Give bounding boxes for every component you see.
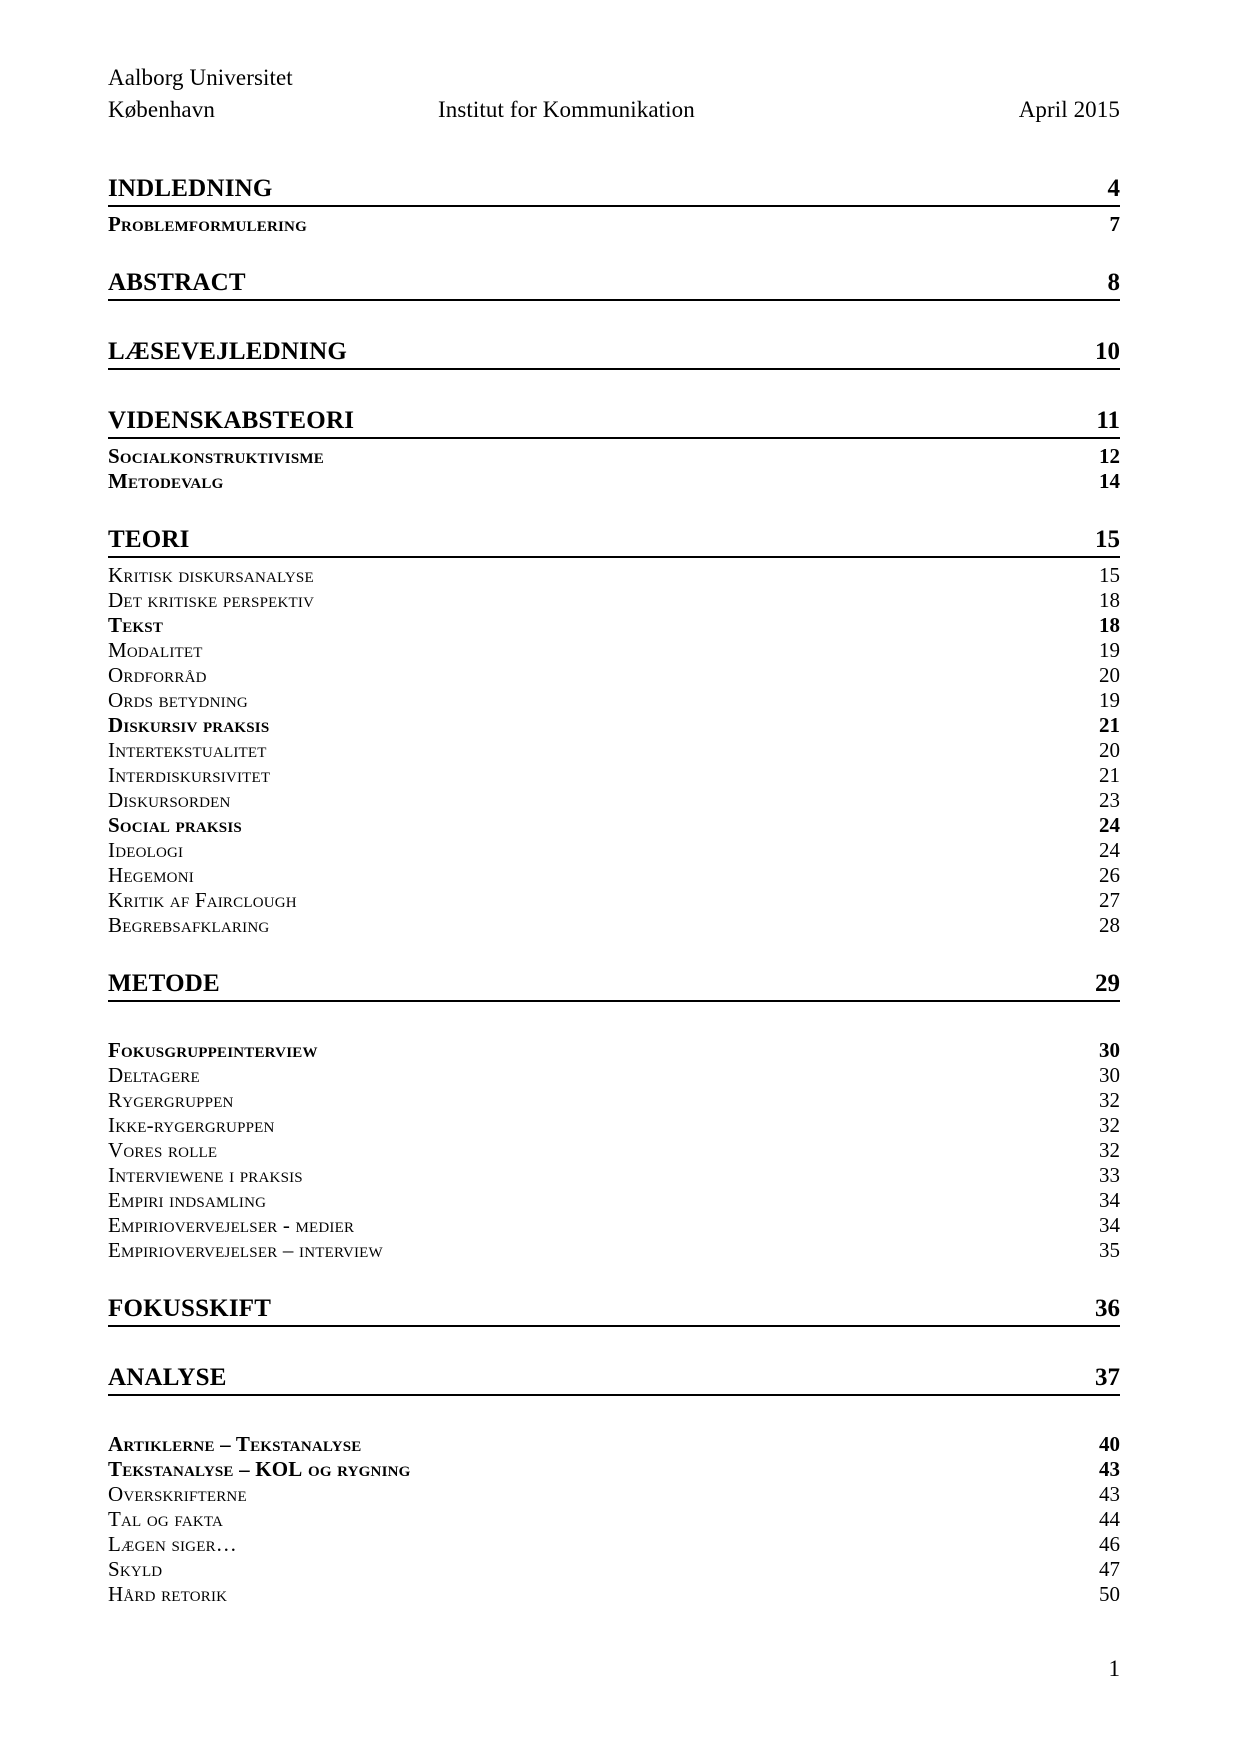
toc-group-spacer — [108, 938, 1120, 969]
toc-entry-label-caps-segment: KOL — [255, 1457, 303, 1481]
toc-entry-level-1[interactable] — [108, 1363, 1120, 1401]
toc-entry-page-number: 11 — [1072, 406, 1120, 436]
toc-entry-page-number: 24 — [1078, 813, 1120, 838]
toc-group — [108, 337, 1120, 375]
toc-entry-rule — [108, 556, 1120, 558]
toc-entry-level-3[interactable] — [108, 888, 1120, 913]
document-date: April 2015 — [1018, 97, 1120, 122]
department-name: Institut for Kommunikation — [438, 97, 695, 122]
toc-entry-label: Ideologi — [108, 838, 193, 863]
toc-entry-page-number: 26 — [1078, 863, 1120, 888]
toc-entry-page-number: 44 — [1078, 1507, 1120, 1532]
toc-entry-label: Kritik af Fairclough — [108, 888, 307, 913]
toc-entry-label: Problemformulering — [108, 212, 317, 237]
toc-entry-page-number: 32 — [1078, 1113, 1120, 1138]
toc-group-spacer — [108, 237, 1120, 268]
toc-entry-level-3[interactable] — [108, 638, 1120, 663]
toc-entry-label: Diskursorden — [108, 788, 241, 813]
toc-entry-level-3[interactable] — [108, 863, 1120, 888]
toc-group — [108, 969, 1120, 1007]
toc-entry-level-3[interactable] — [108, 688, 1120, 713]
toc-group-spacer — [108, 494, 1120, 525]
toc-entry-rule — [108, 299, 1120, 301]
toc-entry-level-3[interactable] — [108, 838, 1120, 863]
toc-group-spacer — [108, 1401, 1120, 1432]
toc-entry-level-3[interactable] — [108, 1238, 1120, 1263]
toc-entry-page-number: 43 — [1078, 1457, 1120, 1482]
toc-group-spacer — [108, 306, 1120, 337]
toc-entry-page-number: 43 — [1078, 1482, 1120, 1507]
toc-entry-level-2[interactable] — [108, 469, 1120, 494]
institution-line-1: Aalborg Universitet — [108, 65, 293, 90]
toc-entry-label: Deltagere — [108, 1063, 210, 1088]
toc-entry-page-number: 23 — [1078, 788, 1120, 813]
toc-entry-level-3[interactable] — [108, 1213, 1120, 1238]
toc-entry-page-number: 20 — [1078, 738, 1120, 763]
toc-entry-page-number: 21 — [1078, 713, 1120, 738]
toc-entry-label: Tekst — [108, 613, 173, 638]
toc-entry-page-number: 30 — [1078, 1063, 1120, 1088]
toc-entry-level-2[interactable] — [108, 713, 1120, 738]
toc-entry-level-1[interactable] — [108, 969, 1120, 1007]
toc-entry-page-number: 37 — [1072, 1363, 1120, 1393]
toc-entry-label: Socialkonstruktivisme — [108, 444, 334, 469]
toc-entry-page-number: 33 — [1078, 1163, 1120, 1188]
toc-entry-label: Tal og fakta — [108, 1507, 233, 1532]
toc-entry-page-number: 29 — [1072, 969, 1120, 999]
toc-entry-level-2[interactable] — [108, 1038, 1120, 1063]
toc-group-spacer — [108, 1332, 1120, 1363]
toc-entry-page-number: 12 — [1078, 444, 1120, 469]
institution-line-2: København — [108, 97, 215, 122]
toc-entry-label: Lægen siger… — [108, 1532, 247, 1557]
table-of-contents — [108, 174, 1120, 1607]
toc-entry-page-number: 47 — [1078, 1557, 1120, 1582]
toc-group-spacer — [108, 1263, 1120, 1294]
toc-entry-level-3[interactable] — [108, 1557, 1120, 1582]
toc-entry-label: Skyld — [108, 1557, 172, 1582]
toc-entry-level-2[interactable] — [108, 212, 1120, 237]
toc-entry-level-3[interactable] — [108, 1163, 1120, 1188]
toc-group — [108, 1038, 1120, 1263]
toc-entry-level-2[interactable] — [108, 1457, 1120, 1482]
toc-entry-level-3[interactable] — [108, 563, 1120, 588]
toc-entry-level-3[interactable] — [108, 763, 1120, 788]
toc-entry-page-number: 20 — [1078, 663, 1120, 688]
toc-entry-label: Begrebsafklaring — [108, 913, 279, 938]
header-row-1 — [108, 62, 1120, 94]
toc-entry-page-number: 24 — [1078, 838, 1120, 863]
toc-entry-page-number: 14 — [1078, 469, 1120, 494]
toc-entry-level-3[interactable] — [108, 1088, 1120, 1113]
toc-entry-level-1[interactable] — [108, 525, 1120, 563]
toc-entry-label: Fokusgruppeinterview — [108, 1038, 328, 1063]
toc-entry-level-3[interactable] — [108, 788, 1120, 813]
toc-group — [108, 525, 1120, 938]
header-row-2 — [108, 94, 1120, 126]
toc-entry-label: ANALYSE — [108, 1363, 237, 1393]
toc-entry-label: TEORI — [108, 525, 200, 555]
toc-entry-label: METODE — [108, 969, 230, 999]
toc-entry-label: Diskursiv praksis — [108, 713, 279, 738]
toc-entry-level-1[interactable] — [108, 406, 1120, 444]
toc-entry-level-1[interactable] — [108, 268, 1120, 306]
toc-entry-level-3[interactable] — [108, 1532, 1120, 1557]
toc-group — [108, 174, 1120, 237]
toc-entry-page-number: 46 — [1078, 1532, 1120, 1557]
toc-entry-label: Hegemoni — [108, 863, 204, 888]
toc-entry-page-number: 32 — [1078, 1088, 1120, 1113]
toc-entry-page-number: 36 — [1072, 1294, 1120, 1324]
toc-entry-page-number: 15 — [1072, 525, 1120, 555]
toc-entry-level-3[interactable] — [108, 1138, 1120, 1163]
toc-entry-page-number: 7 — [1078, 212, 1120, 237]
toc-entry-level-3[interactable] — [108, 663, 1120, 688]
toc-entry-page-number: 30 — [1078, 1038, 1120, 1063]
toc-group-spacer — [108, 375, 1120, 406]
toc-entry-label: LÆSEVEJLEDNING — [108, 337, 357, 367]
toc-entry-level-3[interactable] — [108, 1482, 1120, 1507]
toc-entry-label: Kritisk diskursanalyse — [108, 563, 324, 588]
toc-entry-page-number: 19 — [1078, 638, 1120, 663]
toc-entry-level-3[interactable] — [108, 913, 1120, 938]
toc-entry-label: Empiri indsamling — [108, 1188, 276, 1213]
toc-entry-rule — [108, 368, 1120, 370]
toc-entry-page-number: 15 — [1078, 563, 1120, 588]
toc-entry-level-1[interactable] — [108, 174, 1120, 212]
toc-entry-rule — [108, 1394, 1120, 1396]
toc-entry-label: Tekstanalyse – KOL og rygning — [108, 1457, 421, 1482]
toc-entry-page-number: 19 — [1078, 688, 1120, 713]
toc-entry-rule — [108, 205, 1120, 207]
toc-entry-page-number: 4 — [1072, 174, 1120, 204]
toc-entry-page-number: 50 — [1078, 1582, 1120, 1607]
toc-entry-label: Vores rolle — [108, 1138, 227, 1163]
toc-entry-label: Ordforråd — [108, 663, 217, 688]
toc-entry-label: Artiklerne – Tekstanalyse — [108, 1432, 372, 1457]
toc-entry-label: Overskrifterne — [108, 1482, 257, 1507]
toc-entry-level-1[interactable] — [108, 337, 1120, 375]
toc-group-spacer — [108, 1007, 1120, 1038]
toc-entry-level-3[interactable] — [108, 1188, 1120, 1213]
toc-entry-label: Interdiskursivitet — [108, 763, 280, 788]
toc-entry-level-3[interactable] — [108, 1507, 1120, 1532]
toc-entry-label: Rygergruppen — [108, 1088, 244, 1113]
toc-entry-page-number: 8 — [1072, 268, 1120, 298]
toc-entry-label: Ikke-rygergruppen — [108, 1113, 285, 1138]
toc-entry-page-number: 34 — [1078, 1188, 1120, 1213]
toc-entry-page-number: 27 — [1078, 888, 1120, 913]
toc-group — [108, 1294, 1120, 1332]
toc-entry-label: Social praksis — [108, 813, 252, 838]
toc-group — [108, 406, 1120, 494]
toc-group — [108, 1363, 1120, 1401]
toc-entry-label: Det kritiske perspektiv — [108, 588, 324, 613]
toc-entry-level-1[interactable] — [108, 1294, 1120, 1332]
toc-entry-rule — [108, 1000, 1120, 1002]
footer-page-number: 1 — [1108, 1656, 1120, 1681]
document-footer — [108, 1655, 1120, 1683]
toc-entry-level-2[interactable] — [108, 613, 1120, 638]
toc-entry-level-2[interactable] — [108, 813, 1120, 838]
toc-entry-label: Metodevalg — [108, 469, 233, 494]
toc-entry-level-3[interactable] — [108, 588, 1120, 613]
toc-entry-label: Hård retorik — [108, 1582, 237, 1607]
toc-entry-label: Empiriovervejelser - medier — [108, 1213, 364, 1238]
toc-entry-page-number: 21 — [1078, 763, 1120, 788]
toc-entry-level-3[interactable] — [108, 738, 1120, 763]
toc-entry-label: Empiriovervejelser – interview — [108, 1238, 393, 1263]
toc-entry-page-number: 18 — [1078, 613, 1120, 638]
toc-entry-label: INDLEDNING — [108, 174, 283, 204]
toc-entry-level-2[interactable] — [108, 1432, 1120, 1457]
toc-entry-label: Modalitet — [108, 638, 213, 663]
toc-entry-page-number: 32 — [1078, 1138, 1120, 1163]
toc-entry-page-number: 35 — [1078, 1238, 1120, 1263]
toc-entry-label: FOKUSSKIFT — [108, 1294, 281, 1324]
toc-entry-label: Interviewene i praksis — [108, 1163, 313, 1188]
document-header — [108, 62, 1120, 126]
toc-entry-page-number: 10 — [1072, 337, 1120, 367]
toc-entry-page-number: 40 — [1078, 1432, 1120, 1457]
toc-entry-label: ABSTRACT — [108, 268, 256, 298]
toc-entry-level-3[interactable] — [108, 1113, 1120, 1138]
toc-entry-page-number: 18 — [1078, 588, 1120, 613]
toc-entry-level-2[interactable] — [108, 444, 1120, 469]
toc-entry-level-3[interactable] — [108, 1063, 1120, 1088]
toc-entry-label: Intertekstualitet — [108, 738, 277, 763]
toc-entry-page-number: 28 — [1078, 913, 1120, 938]
toc-entry-page-number: 34 — [1078, 1213, 1120, 1238]
toc-entry-label: Ords betydning — [108, 688, 258, 713]
toc-entry-level-3[interactable] — [108, 1582, 1120, 1607]
toc-entry-rule — [108, 437, 1120, 439]
toc-group — [108, 1432, 1120, 1607]
toc-entry-rule — [108, 1325, 1120, 1327]
toc-group — [108, 268, 1120, 306]
toc-entry-label: VIDENSKABSTEORI — [108, 406, 364, 436]
